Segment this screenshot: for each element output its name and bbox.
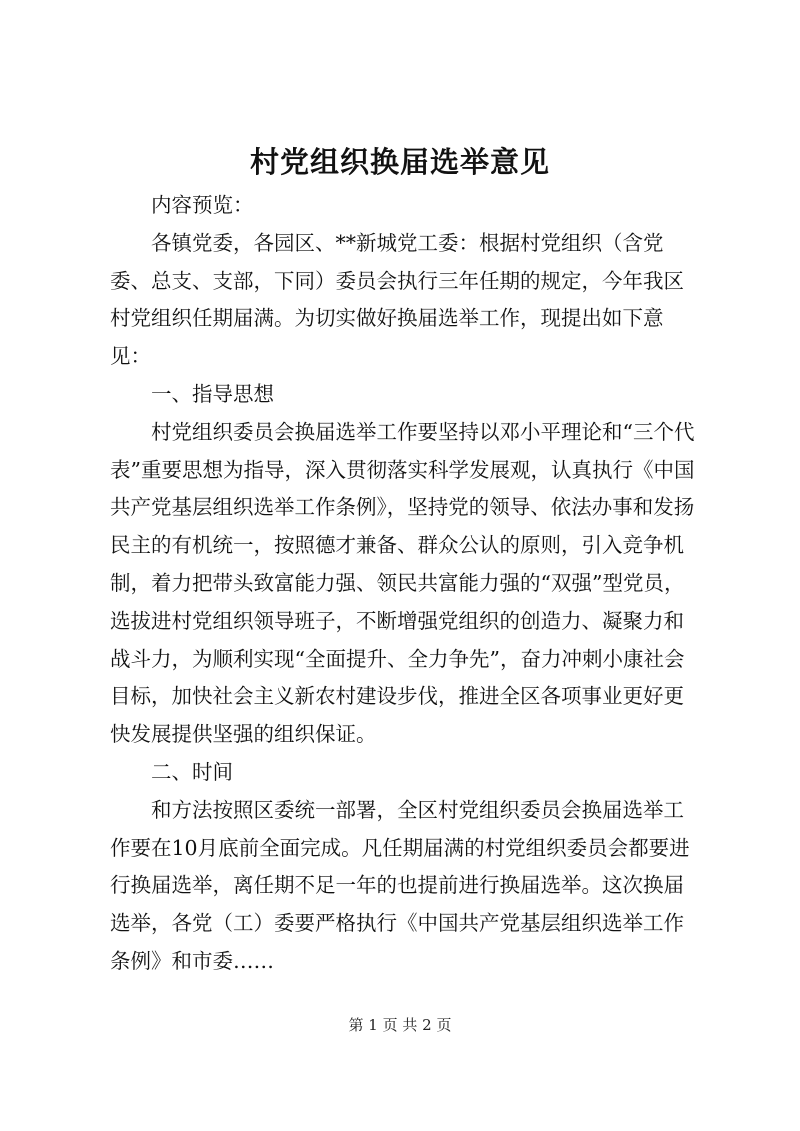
- preview-label: 内容预览：: [151, 193, 254, 217]
- document-title: 村党组织换届选举意见: [249, 145, 550, 179]
- guiding-ideology-paragraph: 村党组织委员会换届选举工作要坚持以邓小平理论和“三个代表”重要思想为指导，深入贯彻落实科学发展观，认真执行《中国共产党基层组织选举工作条例》，坚持党的领导、依法办事和发扬民主的有机统一，按照德才兼备、群众公认的原则，引入竞争机制，着力把带头致富能力强、领民共富能力强的“双强”型党员，选拔进村党组织领导班子，不断增强党组织的创造力、凝聚力和战斗力，为顺利实现“全面提升、全力争先”，奋力冲刺小康社会目标，加快社会主义新农村建设步伐，推进全区各项事业更好更快发展提供坚强的组织保证。: [110, 419, 695, 747]
- section-heading-guiding-ideology: 一、指导思想: [151, 381, 274, 406]
- page-footer: 第 1 页 共 2 页: [348, 1016, 452, 1034]
- section-heading-time: 二、时间: [151, 759, 233, 784]
- document-body: [110, 187, 700, 981]
- time-method-paragraph: 和方法按照区委统一部署，全区村党组织委员会换届选举工作要在10月底前全面完成。凡任期届满的村党组织委员会都要进行换届选举，离任期不足一年的也提前进行换届选举。这次换届选举，各党（工）委要严格执行《中国共产党基层组织选举工作条例》和市委……: [110, 797, 690, 973]
- intro-paragraph: 各镇党委，各园区、**新城党工委：根据村党组织（含党委、总支、支部，下同）委员会执行三年任期的规定，今年我区村党组织任期届满。为切实做好换届选举工作，现提出如下意见：: [110, 230, 684, 369]
